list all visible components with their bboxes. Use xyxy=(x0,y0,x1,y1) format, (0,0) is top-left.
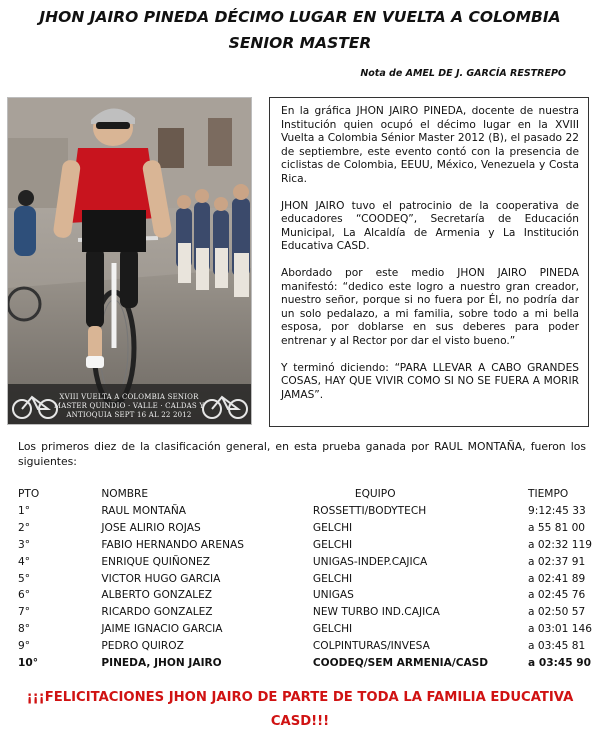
cell-equipo: UNIGAS-INDEP.CAJICA xyxy=(312,555,428,568)
cell-tiempo: a 03:01 146 xyxy=(528,622,592,635)
cell-nombre: VICTOR HUGO GARCIA xyxy=(101,572,221,585)
cell-nombre: PINEDA, JHON JAIRO xyxy=(101,656,222,669)
cell-tiempo: a 02:41 89 xyxy=(528,572,586,585)
table-row xyxy=(18,570,592,587)
cell-pto: 9° xyxy=(18,639,31,652)
cell-nombre: FABIO HERNANDO ARENAS xyxy=(101,538,245,551)
cell-equipo: COLPINTURAS/INVESA xyxy=(312,639,430,652)
cell-nombre: ENRIQUE QUIÑONEZ xyxy=(101,555,210,568)
table-row xyxy=(18,637,592,654)
cell-pto: 6° xyxy=(18,589,31,602)
cell-pto: 5° xyxy=(18,572,31,585)
header-nombre: NOMBRE xyxy=(101,488,149,500)
table-row xyxy=(18,503,592,520)
results-intro: Los primeros diez de la clasificación general, en esta prueba ganada por RAUL MONTAÑA, fueron los siguientes: xyxy=(18,440,586,468)
cell-equipo: GELCHI xyxy=(312,622,353,635)
cell-pto: 3° xyxy=(18,538,31,551)
photo-caption: XVIII VUELTA A COLOMBIA SENIOR MASTER QUINDIO · VALLE · CALDAS Y ANTIOQUIA SEPT 16 AL 22 2012 xyxy=(53,393,205,419)
table-row xyxy=(18,604,592,621)
cell-pto: 2° xyxy=(18,522,31,535)
cell-nombre: JAIME IGNACIO GARCIA xyxy=(101,622,223,635)
table-row-highlight xyxy=(18,654,592,671)
article-body xyxy=(269,97,589,427)
paragraph-1: En la gráfica JHON JAIRO PINEDA, docente de nuestra Institución quien ocupó el décimo lugar en la XVIII Vuelta a Colombia Sénior Master 2012 (B), el pasado 22 de septiembre, este evento contó con la presencia de ciclistas de Colombia, EEUU, México, Venezuela y Costa Rica. xyxy=(281,105,579,185)
cell-nombre: JOSE ALIRIO ROJAS xyxy=(101,522,201,535)
results-header-row xyxy=(18,485,592,503)
cell-equipo: ROSSETTI/BODYTECH xyxy=(312,505,427,518)
author-note: Nota de AMEL DE J. GARCÍA RESTREPO xyxy=(360,68,566,79)
cell-pto: 10° xyxy=(18,656,39,669)
table-row xyxy=(18,520,592,537)
table-row xyxy=(18,553,592,570)
cyclist-photo xyxy=(7,97,252,425)
cell-tiempo: a 03:45 90 xyxy=(528,656,592,669)
cell-equipo: UNIGAS xyxy=(312,589,354,602)
cell-pto: 7° xyxy=(18,606,31,619)
cell-equipo: GELCHI xyxy=(312,572,353,585)
cell-tiempo: a 02:50 57 xyxy=(528,606,586,619)
cell-pto: 8° xyxy=(18,622,31,635)
congratulations-message: ¡¡¡FELICITACIONES JHON JAIRO DE PARTE DE TODA LA FAMILIA EDUCATIVA CASD!!! xyxy=(26,690,574,729)
article-title: JHON JAIRO PINEDA DÉCIMO LUGAR EN VUELTA A COLOMBIA SENIOR MASTER xyxy=(39,8,561,52)
cell-tiempo: a 03:45 81 xyxy=(528,639,586,652)
table-row xyxy=(18,621,592,638)
cell-tiempo: a 55 81 00 xyxy=(528,522,586,535)
cell-tiempo: a 02:32 119 xyxy=(528,538,592,551)
cell-nombre: ALBERTO GONZALEZ xyxy=(101,589,213,602)
cell-tiempo: a 02:37 91 xyxy=(528,555,586,568)
cell-equipo: GELCHI xyxy=(312,538,353,551)
results-table xyxy=(18,485,592,671)
table-row xyxy=(18,537,592,554)
table-row xyxy=(18,587,592,604)
paragraph-4: Y terminó diciendo: “PARA LLEVAR A CABO GRANDES COSAS, HAY QUE VIVIR COMO SI NO SE FUERA A MORIR JAMAS”. xyxy=(281,361,579,401)
cell-pto: 1° xyxy=(18,505,31,518)
cell-equipo: COODEQ/SEM ARMENIA/CASD xyxy=(312,656,489,669)
cell-pto: 4° xyxy=(18,555,31,568)
cell-nombre: PEDRO QUIROZ xyxy=(101,639,184,652)
header-equipo: EQUIPO xyxy=(354,488,396,500)
cell-nombre: RAUL MONTAÑA xyxy=(101,505,187,518)
header-pto: PTO xyxy=(18,488,40,500)
paragraph-2: JHON JAIRO tuvo el patrocinio de la cooperativa de educadores “COODEQ”, Secretaría de Educación Municipal, La Alcaldía de Armenia y La Institución Educativa CASD. xyxy=(281,199,579,253)
cell-nombre: RICARDO GONZALEZ xyxy=(101,606,213,619)
paragraph-3: Abordado por este medio JHON JAIRO PINEDA manifestó: “dedico este logro a nuestro gran creador, nuestro señor, porque si no fuera por Él, no podría dar un solo pedalazo, a mi familia, sobre todo a mi bella esposa, por doblarse en sus deberes para poder entrenar y al Rector por dar el visto bueno.” xyxy=(281,266,579,347)
cell-tiempo: 9:12:45 33 xyxy=(528,505,586,518)
cell-equipo: NEW TURBO IND.CAJICA xyxy=(312,606,440,619)
header-tiempo: TIEMPO xyxy=(528,488,569,500)
cell-tiempo: a 02:45 76 xyxy=(528,589,586,602)
cell-equipo: GELCHI xyxy=(312,522,353,535)
